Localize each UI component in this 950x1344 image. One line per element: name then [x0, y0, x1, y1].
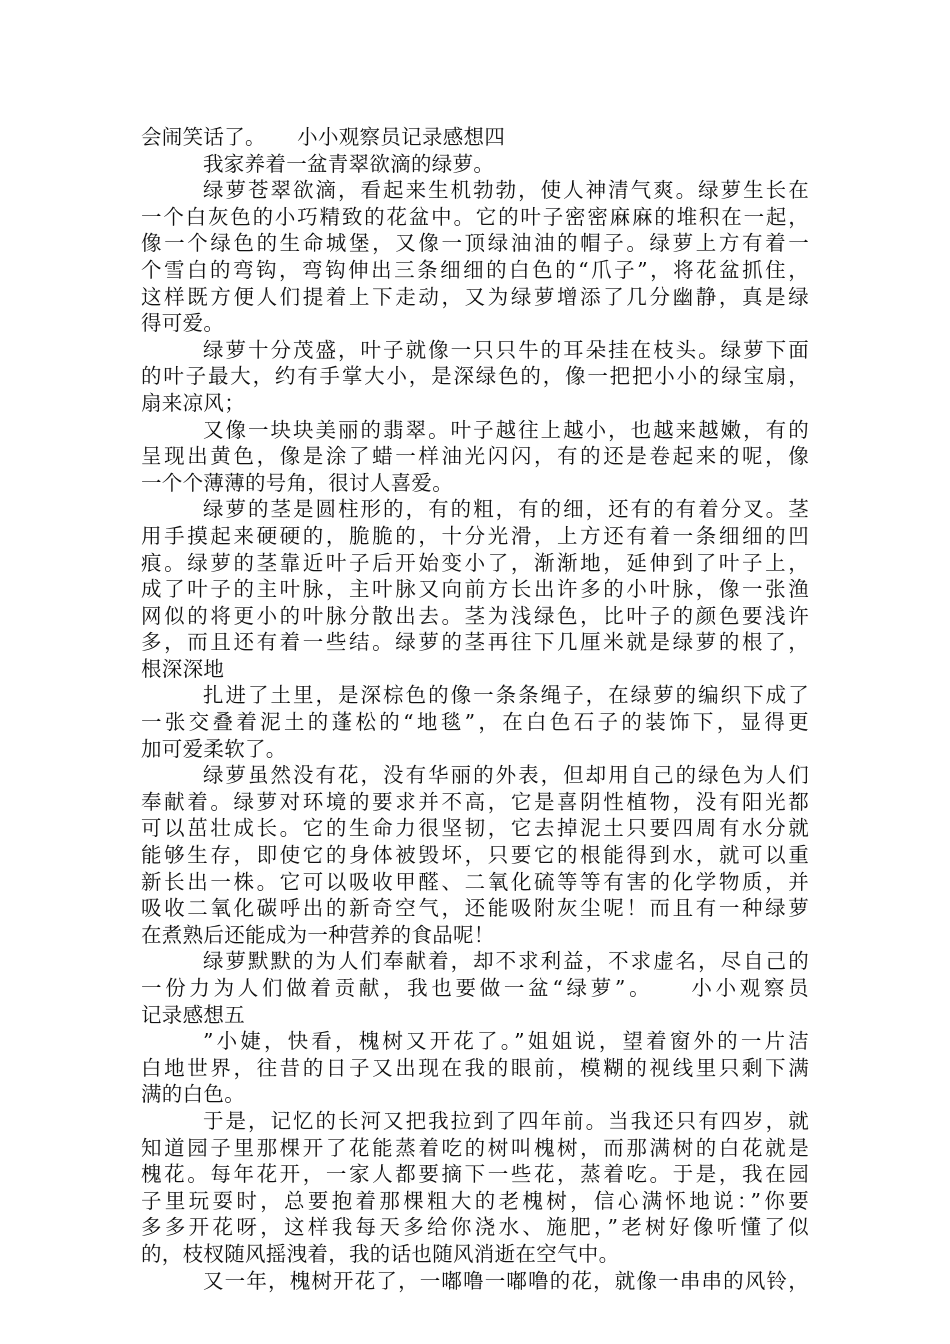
- text-line: 吸收二氧化碳呼出的新奇空气，还能吸附灰尘呢！而且有一种绿萝: [141, 896, 809, 921]
- text-line: 绿萝虽然没有花，没有华丽的外表，但却用自己的绿色为人们: [203, 763, 809, 788]
- text-line: 于是，记忆的长河又把我拉到了四年前。当我还只有四岁，就: [203, 1108, 809, 1133]
- text-line: 的，枝杈随风摇洩着，我的话也随风消逝在空气中。: [141, 1241, 620, 1266]
- text-line: 子里玩耍时，总要抱着那棵粗大的老槐树，信心满怀地说：”你要: [141, 1188, 809, 1213]
- text-line: 扇来凉风；: [141, 390, 245, 415]
- text-line: 的叶子最大，约有手掌大小，是深绿色的，像一把把小小的绿宝扇，: [141, 364, 809, 389]
- text-line: 满的白色。: [141, 1082, 245, 1107]
- text-line: 一个个薄薄的号角，很讨人喜爱。: [141, 470, 453, 495]
- text-line: 知道园子里那棵开了花能蒸着吃的树叫槐树，而那满树的白花就是: [141, 1135, 809, 1160]
- document-body-text: [141, 124, 809, 1294]
- text-line: ”小婕，快看，槐树又开花了。”姐姐说，望着窗外的一片洁: [203, 1029, 809, 1054]
- text-line: 个雪白的弯钩，弯钩伸出三条细细的白色的“爪子”，将花盆抓住，: [141, 257, 809, 282]
- text-line: 多，而且还有着一些结。绿萝的茎再往下几厘米就是绿萝的根了，: [141, 630, 809, 655]
- text-line: 可以茁壮成长。它的生命力很坚韧，它去掉泥土只要四周有水分就: [141, 816, 809, 841]
- text-line: 白地世界，往昔的日子又出现在我的眼前，模糊的视线里只剩下满: [141, 1055, 809, 1080]
- text-line: 槐花。每年花开，一家人都要摘下一些花，蒸着吃。于是，我在园: [141, 1162, 809, 1187]
- text-line: 会闹笑话了。 小小观察员记录感想四: [141, 125, 506, 149]
- text-line: 绿萝的茎是圆柱形的，有的粗，有的细，还有的有着分叉。茎: [203, 497, 809, 522]
- text-line: 扎进了土里，是深棕色的像一条条绳子，在绿萝的编织下成了: [203, 683, 809, 708]
- text-line: 用手摸起来硬硬的，脆脆的，十分光滑，上方还有着一条细细的凹: [141, 523, 809, 548]
- text-line: 根深深地: [141, 656, 225, 681]
- text-line: 一张交叠着泥土的蓬松的“地毯”，在白色石子的装饰下，显得更: [141, 710, 809, 735]
- text-line: 奉献着。绿萝对环境的要求并不高，它是喜阴性植物，没有阳光都: [141, 789, 809, 814]
- text-line: 一份力为人们做着贡献，我也要做一盆“绿萝”。 小小观察员: [141, 976, 809, 1000]
- text-line: 呈现出黄色，像是涂了蜡一样油光闪闪，有的还是卷起来的呢，像: [141, 444, 809, 469]
- text-line: 绿萝十分茂盛，叶子就像一只只牛的耳朵挂在枝头。绿萝下面: [203, 337, 809, 362]
- text-line: 绿萝苍翠欲滴，看起来生机勃勃，使人神清气爽。绿萝生长在: [203, 178, 809, 203]
- text-line: 这样既方便人们提着上下走动，又为绿萝增添了几分幽静，真是绿: [141, 284, 809, 309]
- text-line: 又一年，槐树开花了，一嘟噜一嘟噜的花，就像一串串的风铃，: [203, 1268, 809, 1293]
- text-line: 在煮熟后还能成为一种营养的食品呢！: [141, 922, 495, 947]
- text-line: 一个白灰色的小巧精致的花盆中。它的叶子密密麻麻的堆积在一起，: [141, 204, 809, 229]
- text-line: 多多开花呀，这样我每天多给你浇水、施肥，”老树好像听懂了似: [141, 1215, 809, 1240]
- text-line: 网似的将更小的叶脉分散出去。茎为浅绿色，比叶子的颜色要浅许: [141, 603, 809, 628]
- text-line: 绿萝默默的为人们奉献着，却不求利益，不求虚名，尽自己的: [203, 949, 809, 974]
- text-line: 得可爱。: [141, 311, 225, 336]
- text-line: 像一个绿色的生命城堡，又像一顶绿油油的帽子。绿萝上方有着一: [141, 231, 809, 256]
- text-line: 成了叶子的主叶脉，主叶脉又向前方长出许多的小叶脉，像一张渔: [141, 577, 809, 602]
- text-line: 新长出一株。它可以吸收甲醛、二氧化硫等等有害的化学物质，并: [141, 869, 809, 894]
- text-line: 加可爱柔软了。: [141, 736, 287, 761]
- text-line: 我家养着一盆青翠欲滴的绿萝。: [203, 151, 495, 176]
- text-line: 又像一块块美丽的翡翠。叶子越往上越小，也越来越嫩，有的: [203, 417, 809, 442]
- text-line: 能够生存，即使它的身体被毁坏，只要它的根能得到水，就可以重: [141, 843, 809, 868]
- text-line: 记录感想五: [141, 1002, 245, 1027]
- text-line: 痕。绿萝的茎靠近叶子后开始变小了，渐渐地，延伸到了叶子上，: [141, 550, 809, 575]
